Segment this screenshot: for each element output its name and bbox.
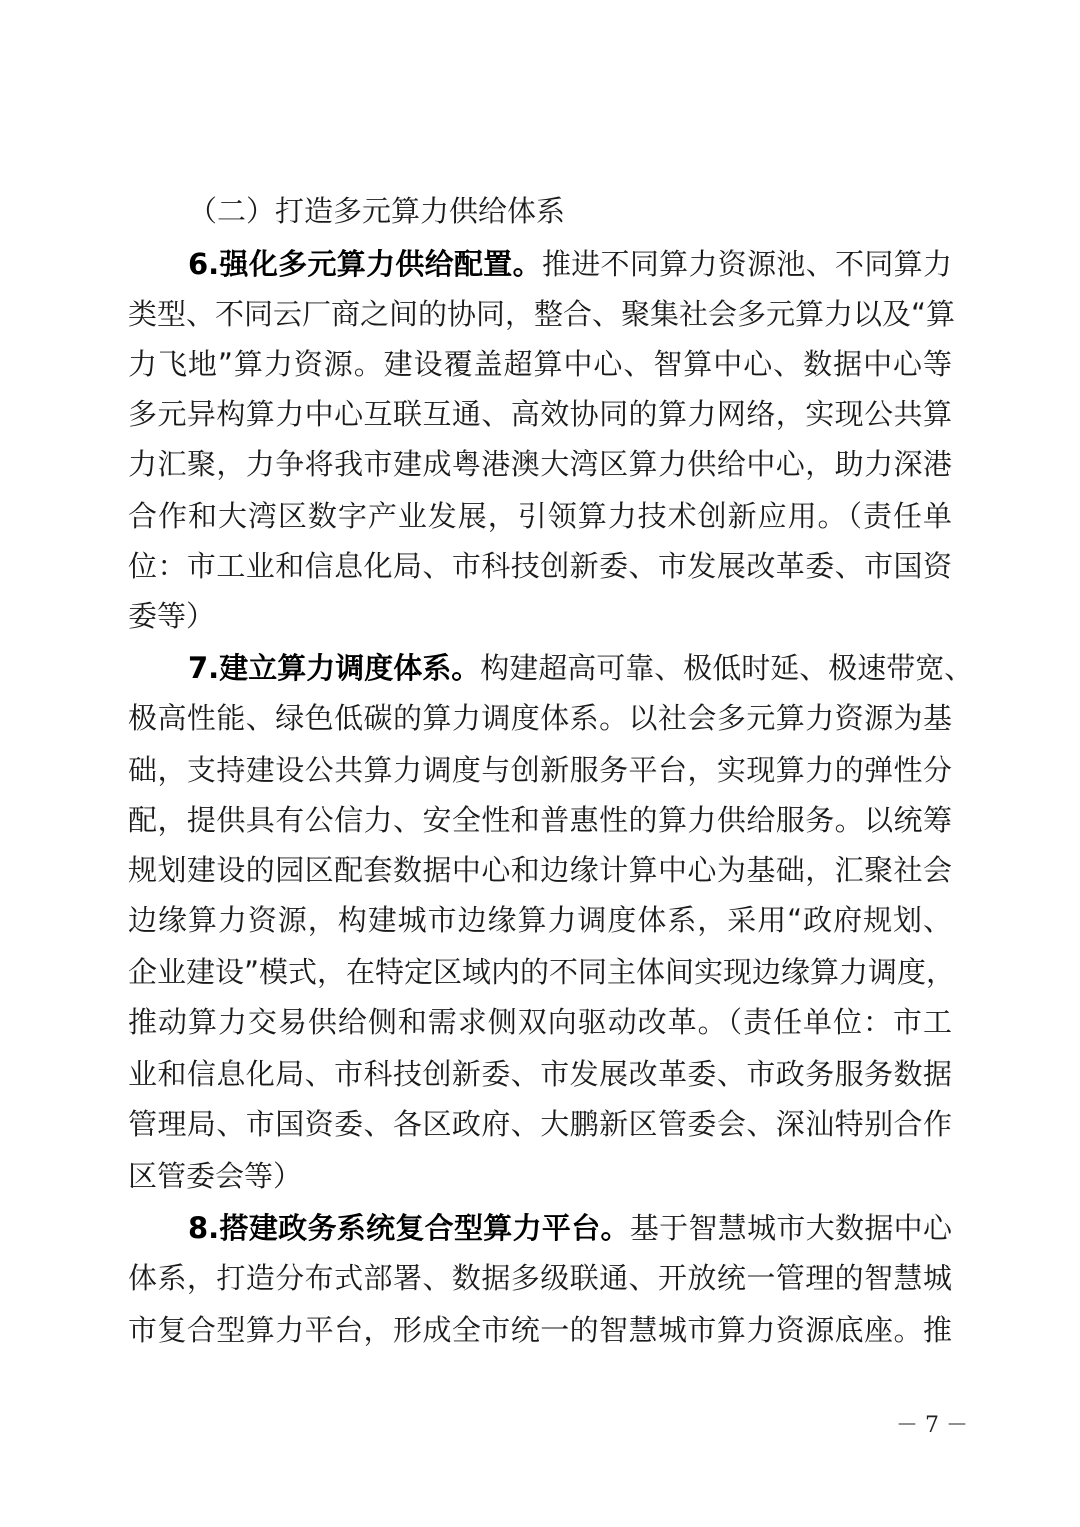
- paragraph-line: 极高性能、绿色低碳的算力调度体系。以社会多元算力资源为基: [128, 701, 952, 735]
- paragraph-line: 管理局、市国资委、各区政府、大鹏新区管委会、深汕特别合作: [128, 1107, 952, 1141]
- paragraph-line: 力汇聚，力争将我市建成粤港澳大湾区算力供给中心，助力深港: [128, 447, 952, 481]
- paragraph-line: 市复合型算力平台，形成全市统一的智慧城市算力资源底座。推: [128, 1313, 952, 1347]
- item-8-title: 8.搭建政务系统复合型算力平台。: [188, 1211, 630, 1245]
- paragraph-line: 础，支持建设公共算力调度与创新服务平台，实现算力的弹性分: [128, 753, 952, 787]
- item-8-text: 基于智慧城市大数据中心: [629, 1211, 952, 1245]
- paragraph-line: 业和信息化局、市科技创新委、市发展改革委、市政务服务数据: [128, 1057, 952, 1091]
- paragraph-line: 边缘算力资源，构建城市边缘算力调度体系，采用“政府规划、: [128, 903, 952, 937]
- paragraph-line: 配，提供具有公信力、安全性和普惠性的算力供给服务。以统筹: [128, 803, 952, 837]
- paragraph-line: 规划建设的园区配套数据中心和边缘计算中心为基础，汇聚社会: [128, 853, 952, 887]
- item-6-text: 推进不同算力资源池、不同算力: [541, 247, 952, 281]
- paragraph-line: 力飞地”算力资源。建设覆盖超算中心、智算中心、数据中心等: [128, 347, 952, 381]
- paragraph-line: 委等）: [128, 599, 216, 633]
- paragraph-line: 类型、不同云厂商之间的协同，整合、聚集社会多元算力以及“算: [128, 297, 956, 331]
- section-heading: （二）打造多元算力供给体系: [188, 194, 566, 228]
- paragraph-line: 区管委会等）: [128, 1159, 303, 1193]
- item-7-first-line: [188, 648, 974, 688]
- item-6-first-line: [188, 244, 952, 284]
- paragraph-line: 位：市工业和信息化局、市科技创新委、市发展改革委、市国资: [128, 549, 952, 583]
- item-7-text: 构建超高可靠、极低时延、极速带宽、: [480, 651, 974, 685]
- paragraph-line: 合作和大湾区数字产业发展，引领算力技术创新应用。（责任单: [128, 499, 952, 533]
- item-7-title: 7.建立算力调度体系。: [188, 651, 481, 685]
- item-6-title: 6.强化多元算力供给配置。: [188, 247, 542, 281]
- paragraph-line: 多元异构算力中心互联互通、高效协同的算力网络，实现公共算: [128, 397, 952, 431]
- page-number: － 7 －: [896, 1413, 968, 1438]
- paragraph-line: 企业建设”模式，在特定区域内的不同主体间实现边缘算力调度，: [128, 955, 956, 989]
- item-8-first-line: [188, 1208, 952, 1248]
- paragraph-line: 推动算力交易供给侧和需求侧双向驱动改革。（责任单位：市工: [128, 1005, 952, 1039]
- paragraph-line: 体系，打造分布式部署、数据多级联通、开放统一管理的智慧城: [128, 1261, 952, 1295]
